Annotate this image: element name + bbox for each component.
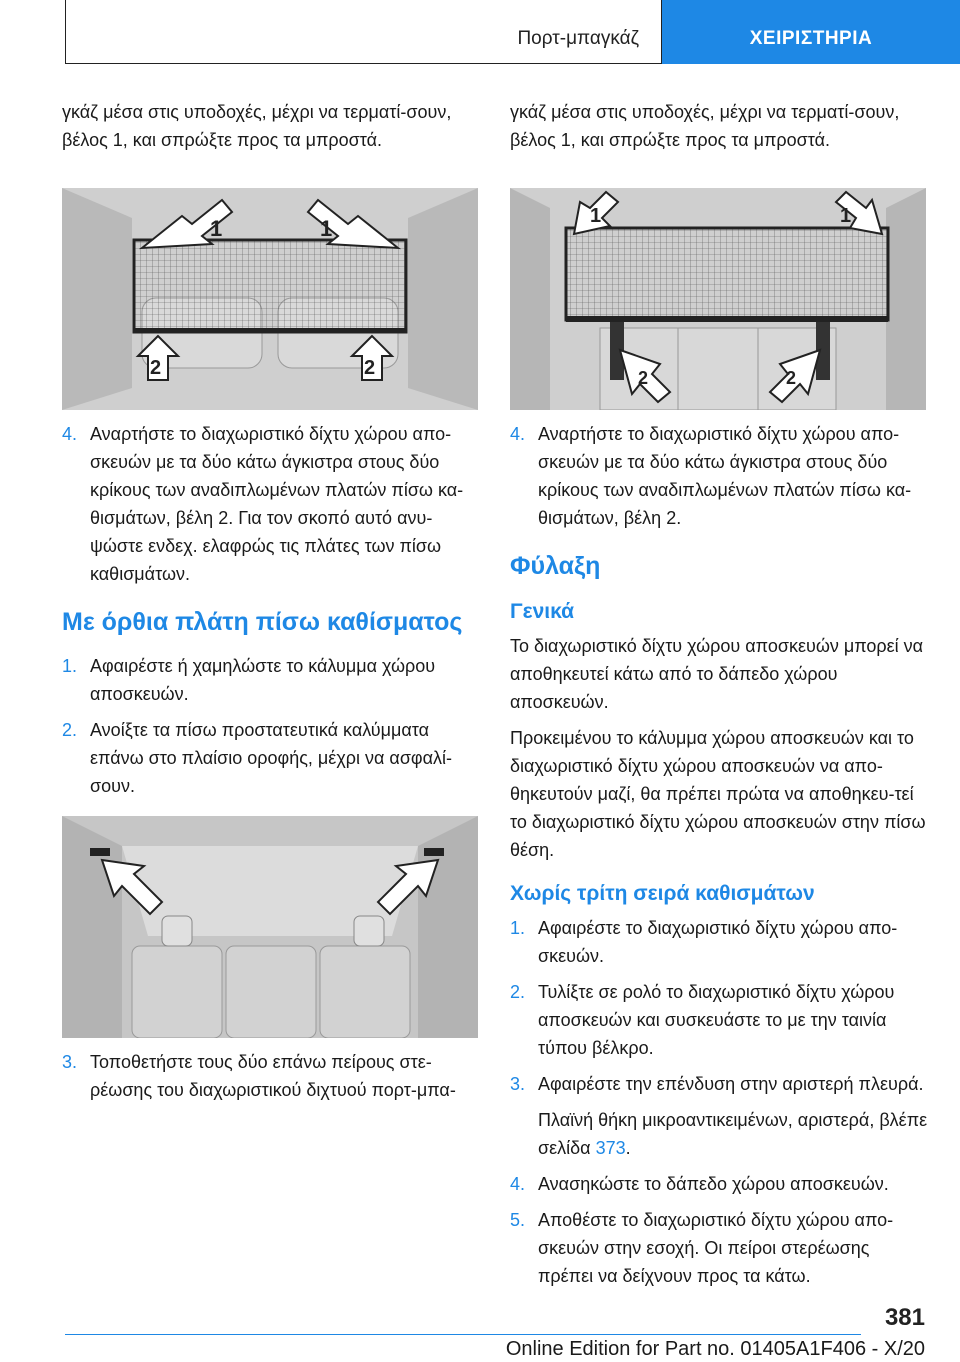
right-intro: γκάζ μέσα στις υποδοχές, μέχρι να τερματί-σουν, βέλος 1, και σπρώξτε προς τα μπροστά. bbox=[510, 102, 900, 150]
step-number: 2. bbox=[510, 982, 526, 1002]
left-intro: γκάζ μέσα στις υποδοχές, μέχρι να τερματί-σουν, βέλος 1, και σπρώξτε προς τα μπροστά. bbox=[62, 102, 452, 150]
page-number: 381 bbox=[884, 1304, 925, 1331]
step-text: Τυλίξτε σε ρολό το διαχωριστικό δίχτυ χώρου αποσκευών και συσκευάστε το με την ταινία τύπου βέλκρο. bbox=[538, 982, 895, 1058]
step-number: 3. bbox=[510, 1074, 526, 1094]
section-title: Πορτ-μπαγκάζ bbox=[517, 28, 639, 49]
fig3-label-1b: 1 bbox=[840, 205, 852, 227]
fig1-label-1b: 1 bbox=[320, 216, 333, 241]
right-step-2 bbox=[510, 978, 928, 1062]
step-number: 1. bbox=[62, 656, 78, 676]
left-step-4 bbox=[62, 420, 480, 588]
step-text: Τοποθετήστε τους δύο επάνω πείρους στε-ρέωσης του διαχωριστικού διχτυού πορτ-μπα- bbox=[90, 1052, 456, 1100]
right-step-1 bbox=[510, 914, 928, 970]
paragraph-general-1: Το διαχωριστικό δίχτυ χώρου αποσκευών μπορεί να αποθηκευτεί κάτω από το δάπεδο χώρου αποσκευών. bbox=[510, 636, 924, 712]
step-number: 1. bbox=[510, 918, 526, 938]
step-number: 4. bbox=[62, 424, 78, 444]
step-text: Αναρτήστε το διαχωριστικό δίχτυ χώρου απο-σκευών με τα δύο κάτω άγκιστρα στους δύο κρίκους των αναδιπλωμένων πλατών πίσω κα-θισμάτων, βέλη 2. bbox=[538, 424, 912, 528]
figure-net-installation-rear bbox=[62, 188, 478, 410]
step-text: Αποθέστε το διαχωριστικό δίχτυ χώρου απο-σκευών στην εσοχή. Οι πείροι στερέωσης πρέπει να δείχνουν προς τα κάτω. bbox=[538, 1210, 894, 1286]
right-step-4 bbox=[510, 420, 928, 532]
left-step-3 bbox=[62, 1048, 480, 1104]
footer-divider bbox=[65, 1334, 861, 1335]
step-number: 3. bbox=[62, 1052, 78, 1072]
subheading-general: Γενικά bbox=[510, 600, 575, 623]
figure-net-installation-front bbox=[510, 188, 926, 410]
figure-roof-covers bbox=[62, 816, 478, 1038]
right-section-heading: Φύλαξη bbox=[510, 552, 601, 580]
header-box bbox=[65, 0, 662, 64]
step-text: Αφαιρέστε την επένδυση στην αριστερή πλευρά. bbox=[538, 1074, 924, 1094]
left-column bbox=[62, 98, 480, 1112]
fig1-label-2a: 2 bbox=[150, 357, 162, 379]
subheading-no-third-row: Χωρίς τρίτη σειρά καθισμάτων bbox=[510, 882, 815, 905]
step-text: Ανοίξτε τα πίσω προστατευτικά καλύμματα επάνω στο πλαίσιο οροφής, μέχρι να ασφαλί-σουν. bbox=[90, 720, 452, 796]
step-text: Αναρτήστε το διαχωριστικό δίχτυ χώρου απο-σκευών με τα δύο κάτω άγκιστρα στους δύο κρίκους των αναδιπλωμένων πλατών πίσω κα-θισμάτων, βέλη 2. Για τον σκοπό αυτό ανυ-ψώστε ενδεχ. ελαφρώς τις πλάτες των πίσω καθισμάτων. bbox=[90, 424, 464, 584]
page-reference-link[interactable]: 373 bbox=[595, 1138, 626, 1158]
left-section-heading: Με όρθια πλάτη πίσω καθίσματος bbox=[62, 608, 463, 636]
left-step-1 bbox=[62, 652, 480, 708]
step-number: 2. bbox=[62, 720, 78, 740]
fig1-label-1a: 1 bbox=[210, 216, 223, 241]
right-column bbox=[510, 98, 928, 1298]
right-step-4b bbox=[510, 1170, 928, 1198]
fig1-label-2b: 2 bbox=[364, 357, 376, 379]
cross-reference-note bbox=[510, 1106, 928, 1162]
note-text: Πλαϊνή θήκη μικροαντικειμένων, αριστερά, βλέπε σελίδα bbox=[538, 1110, 928, 1158]
step-text: Ανασηκώστε το δάπεδο χώρου αποσκευών. bbox=[538, 1174, 889, 1194]
chapter-tab[interactable] bbox=[662, 0, 960, 64]
step-text: Αφαιρέστε ή χαμηλώστε το κάλυμμα χώρου αποσκευών. bbox=[90, 656, 436, 704]
step-number: 5. bbox=[510, 1210, 526, 1230]
step-number: 4. bbox=[510, 424, 526, 444]
right-step-5 bbox=[510, 1206, 928, 1290]
footer-edition: Online Edition for Part no. 01405A1F406 - X/20 bbox=[505, 1338, 925, 1360]
fig3-label-2a: 2 bbox=[638, 368, 649, 388]
fig3-label-1a: 1 bbox=[590, 205, 602, 227]
chapter-tab-label: ΧΕΙΡΙΣΤΗΡΙΑ bbox=[749, 28, 873, 49]
right-step-3 bbox=[510, 1070, 928, 1098]
fig3-label-2b: 2 bbox=[786, 368, 797, 388]
note-end: . bbox=[625, 1138, 631, 1158]
paragraph-general-2: Προκειμένου το κάλυμμα χώρου αποσκευών και το διαχωριστικό δίχτυ χώρου αποσκευών να απο-θηκευτούν μαζί, θα πρέπει πρώτα να αποθηκευ-τεί το διαχωριστικό δίχτυ χώρου αποσκευών στην πίσω θέση. bbox=[510, 728, 926, 860]
step-number: 4. bbox=[510, 1174, 526, 1194]
left-step-2 bbox=[62, 716, 480, 800]
step-text: Αφαιρέστε το διαχωριστικό δίχτυ χώρου απο-σκευών. bbox=[538, 918, 898, 966]
